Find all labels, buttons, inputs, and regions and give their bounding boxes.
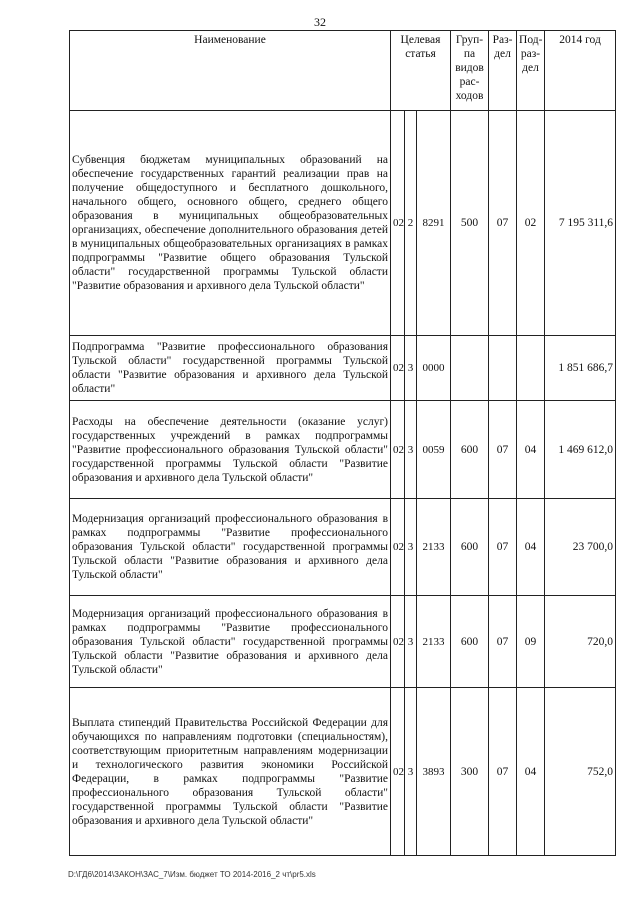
article-part-3: 2133 (417, 596, 451, 688)
article-part-1: 02 (391, 499, 405, 596)
row-name: Модернизация организаций профессионального образования в рамках подпрограммы "Развитие профессионального образования Тульской области" государственной программы Тульской области "Развитие образования и архивного дела Тульской области" (70, 499, 391, 596)
expense-group: 300 (451, 688, 489, 856)
expense-group: 600 (451, 499, 489, 596)
article-part-2: 3 (405, 336, 417, 401)
row-name: Модернизация организаций профессионального образования в рамках подпрограммы "Развитие профессионального образования Тульской области" государственной программы Тульской области "Развитие образования и архивного дела Тульской области" (70, 596, 391, 688)
table-row (70, 596, 616, 688)
section (489, 336, 517, 401)
expense-group: 500 (451, 111, 489, 336)
section: 07 (489, 499, 517, 596)
article-part-2: 3 (405, 401, 417, 499)
budget-table (69, 30, 616, 856)
article-part-3: 2133 (417, 499, 451, 596)
section: 07 (489, 111, 517, 336)
article-part-3: 0000 (417, 336, 451, 401)
subsection: 04 (517, 499, 545, 596)
page-number: 32 (314, 15, 326, 29)
section: 07 (489, 596, 517, 688)
table-row (70, 688, 616, 856)
article-part-2: 2 (405, 111, 417, 336)
header-subsection: Под-раз-дел (517, 31, 545, 111)
amount-2014: 752,0 (545, 688, 616, 856)
article-part-3: 0059 (417, 401, 451, 499)
subsection: 04 (517, 688, 545, 856)
expense-group (451, 336, 489, 401)
article-part-2: 3 (405, 688, 417, 856)
section: 07 (489, 401, 517, 499)
section: 07 (489, 688, 517, 856)
header-year: 2014 год (545, 31, 616, 111)
table-row (70, 336, 616, 401)
header-target-article: Целевая статья (391, 31, 451, 111)
article-part-3: 8291 (417, 111, 451, 336)
table-header-row (70, 31, 616, 111)
article-part-3: 3893 (417, 688, 451, 856)
amount-2014: 7 195 311,6 (545, 111, 616, 336)
row-name: Подпрограмма "Развитие профессионального образования Тульской области" государственной программы Тульской области "Развитие образования и архивного дела Тульской области" (70, 336, 391, 401)
expense-group: 600 (451, 596, 489, 688)
subsection: 04 (517, 401, 545, 499)
subsection: 02 (517, 111, 545, 336)
header-name: Наименование (70, 31, 391, 111)
article-part-1: 02 (391, 401, 405, 499)
amount-2014: 720,0 (545, 596, 616, 688)
row-name: Расходы на обеспечение деятельности (оказание услуг) государственных учреждений в рамках подпрограммы "Развитие профессионального образования Тульской области" государственной программы Тульской области "Развитие образования и архивного дела Тульской области" (70, 401, 391, 499)
article-part-1: 02 (391, 596, 405, 688)
amount-2014: 1 469 612,0 (545, 401, 616, 499)
amount-2014: 23 700,0 (545, 499, 616, 596)
article-part-2: 3 (405, 596, 417, 688)
row-name: Выплата стипендий Правительства Российской Федерации для обучающихся по направлениям подготовки (специальностям), соответствующим приоритетным направлениям модернизации и технологического развития экономики Российской Федерации, в рамках подпрограммы "Развитие профессионального образования Тульской области" государственной программы Тульской области "Развитие образования и архивного дела Тульской области" (70, 688, 391, 856)
expense-group: 600 (451, 401, 489, 499)
subsection (517, 336, 545, 401)
article-part-1: 02 (391, 111, 405, 336)
table-row (70, 499, 616, 596)
amount-2014: 1 851 686,7 (545, 336, 616, 401)
row-name: Субвенция бюджетам муниципальных образований на обеспечение государственных гарантий реализации прав на получение общедоступного и бесплатного дошкольного, начального общего, основного общего, среднего общего образования в муниципальных общеобразовательных организациях, обеспечение дополнительного образования детей в муниципальных общеобразовательных организациях в рамках подпрограммы "Развитие общего образования Тульской области" государственной программы Тульской области "Развитие образования и архивного дела Тульской области" (70, 111, 391, 336)
article-part-2: 3 (405, 499, 417, 596)
subsection: 09 (517, 596, 545, 688)
header-section: Раз-дел (489, 31, 517, 111)
article-part-1: 02 (391, 688, 405, 856)
article-part-1: 02 (391, 336, 405, 401)
table-row (70, 111, 616, 336)
file-path-footer: D:\ГД6\2014\ЗАКОН\ЗАС_7\Изм. бюджет ТО 2014-2016_2 чт\pr5.xls (68, 870, 316, 879)
table-row (70, 401, 616, 499)
header-expense-group: Груп-па видов рас-ходов (451, 31, 489, 111)
